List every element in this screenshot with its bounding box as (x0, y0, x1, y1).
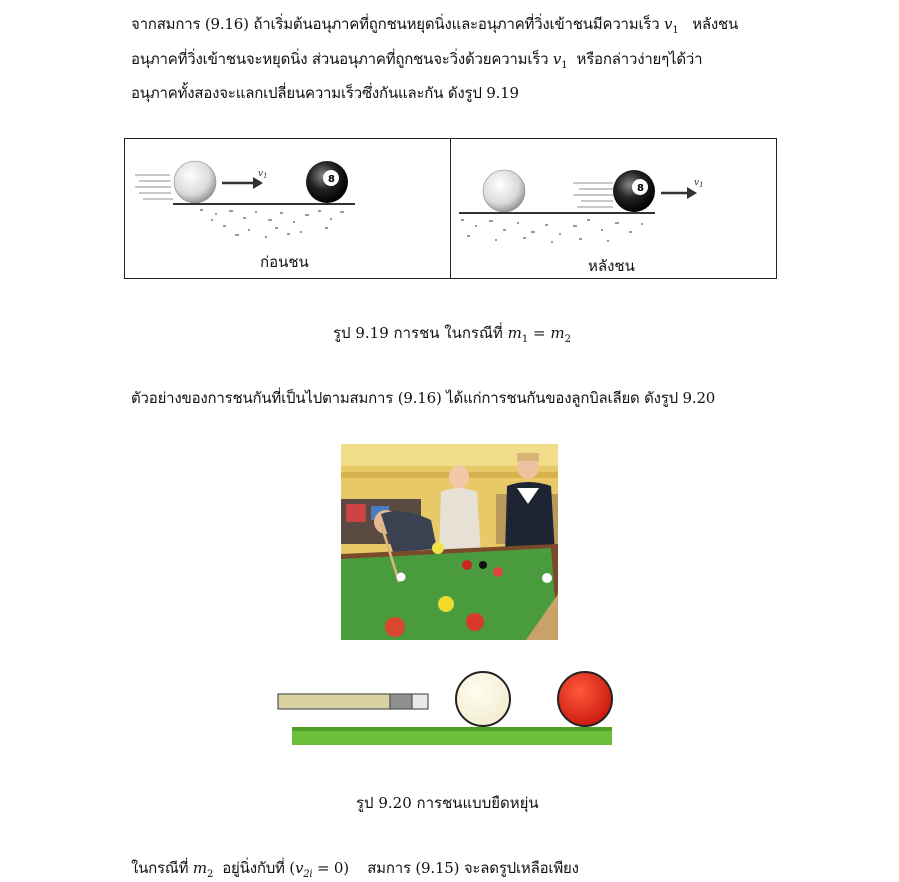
label-before-collision: ก่อนชน (260, 253, 309, 271)
v1-label: $v_1$ (258, 169, 268, 180)
cue-stick (278, 694, 390, 709)
cue-ball-stopped (483, 170, 525, 212)
para1-line1: จากสมการ (9.16) ถ้าเริ่มต้นอนุภาคที่ถูกชนหยุดนิ่งและอนุภาคที่วิ่งเข้าชนมีความเร็ว $v_1$ หลังชน (131, 15, 739, 36)
figure-9-19-caption: รูป 9.19 การชน ในกรณีที่ $m_1 = m_2$ (333, 324, 571, 345)
para1-line2: อนุภาคที่วิ่งเข้าชนจะหยุดนิ่ง ส่วนอนุภาคที่ถูกชนจะวิ่งด้วยความเร็ว $v_1$ หรือกล่าวง่ายๆได้ว่า (131, 50, 703, 71)
cue-ball (174, 161, 216, 203)
cue-and-balls-illustration (276, 666, 618, 750)
para1-line3: อนุภาคทั้งสองจะแลกเปลี่ยนความเร็วซึ่งกันและกัน ดังรูป 9.19 (131, 84, 519, 102)
billiards-photo (341, 444, 558, 640)
figure-9-20-caption: รูป 9.20 การชนแบบยืดหยุ่น (356, 794, 539, 812)
svg-text:8: 8 (637, 183, 644, 194)
v1-label-after: $v_1$ (694, 178, 704, 189)
para3: ในกรณีที่ $m_2$ อยู่นิ่งกับที่ $(v_{2i} = 0)$ สมการ (9.15) จะลดรูปเหลือเพียง (131, 859, 579, 880)
figure-9-19 (124, 138, 777, 279)
svg-text:8: 8 (328, 174, 335, 185)
label-after-collision: หลังชน (588, 257, 635, 275)
para2: ตัวอย่างของการชนกันที่เป็นไปตามสมการ (9.16) ได้แก่การชนกันของลูกบิลเลียด ดังรูป 9.20 (131, 389, 716, 407)
red-ball (558, 672, 612, 726)
white-ball (456, 672, 510, 726)
